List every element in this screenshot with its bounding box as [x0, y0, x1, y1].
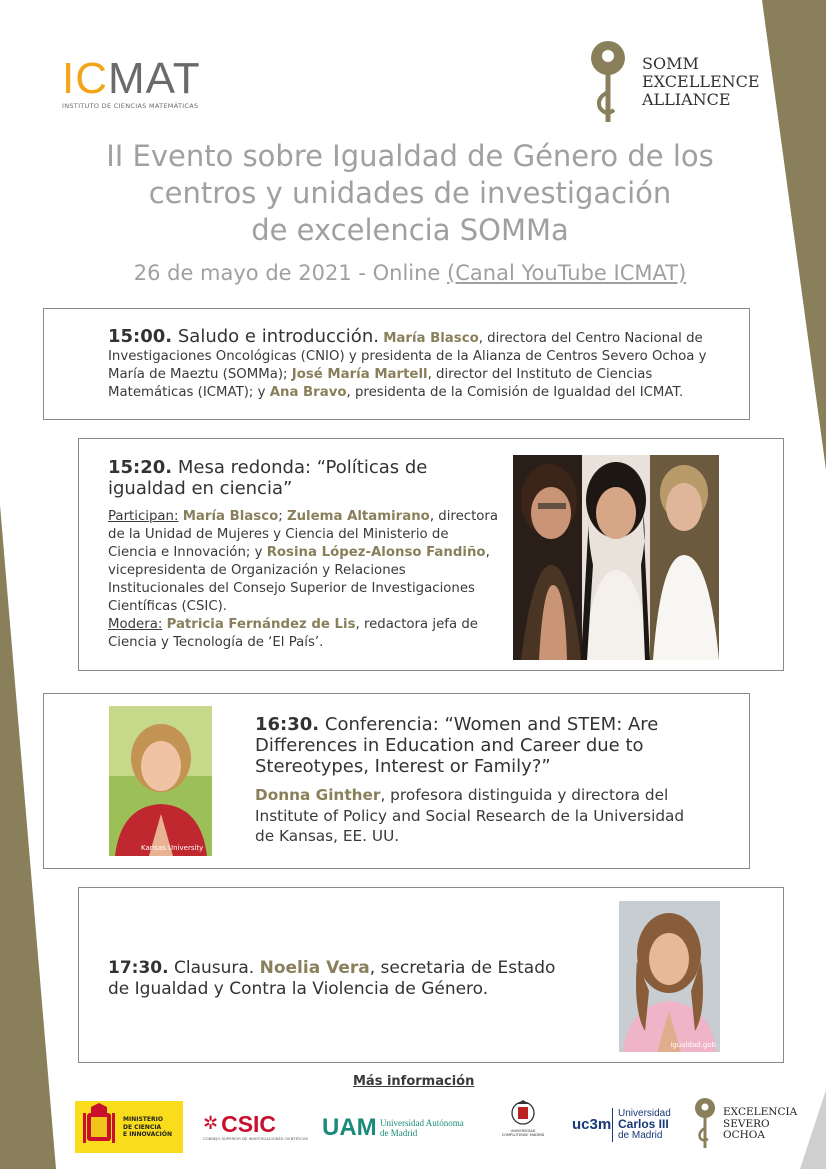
- csic-subtitle: CONSEJO SUPERIOR DE INVESTIGACIONES CIENTÍFICAS: [203, 1136, 308, 1141]
- youtube-channel-link[interactable]: (Canal YouTube ICMAT): [447, 261, 687, 285]
- session-1-line-2: Investigaciones Oncológicas (CNIO) y presidenta de la Alianza de Centros Severo Ochoa y: [108, 349, 707, 364]
- noelia-vera-portrait: [619, 901, 720, 1052]
- session-3-title-1: Conferencia: “Women and STEM: Are: [324, 714, 659, 735]
- ministerio-logo[interactable]: [75, 1101, 183, 1153]
- event-date: [60, 260, 760, 286]
- panelist-2: Zulema Altamirano: [286, 509, 430, 524]
- icmat-logo-c: C: [75, 54, 109, 103]
- uam-line1: Universidad Autónoma: [380, 1118, 464, 1128]
- session-3-title-2: Differences in Education and Career due to: [255, 735, 644, 756]
- somm-logo-line3: ALLIANCE: [642, 90, 731, 109]
- session-1-speaker-3: Ana Bravo: [269, 385, 347, 400]
- session-4-speaker: Noelia Vera: [259, 958, 370, 978]
- session-4-title: Clausura.: [173, 958, 255, 978]
- session-3-time: 16:30.: [255, 714, 320, 735]
- ucm-logo[interactable]: [497, 1099, 549, 1143]
- session-2-title-1: Mesa redonda: “Políticas de: [177, 457, 428, 478]
- uam-wordmark: UAM: [322, 1114, 377, 1141]
- session-2-line-8: Ciencia y Tecnología de ‘El País’.: [108, 635, 324, 650]
- uam-logo[interactable]: [322, 1112, 482, 1142]
- session-4-line-2: de Igualdad y Contra la Violencia de Género.: [108, 979, 489, 999]
- title-line-3: de excelencia SOMMa: [251, 213, 569, 247]
- session-1-line-4: Matemáticas (ICMAT); y: [108, 385, 266, 400]
- csic-wordmark: CSIC: [221, 1111, 277, 1137]
- right-gray-wedge: [800, 1090, 826, 1169]
- event-title: [60, 138, 760, 249]
- severo-ochoa-emblem-icon: [692, 1096, 720, 1150]
- panelist-3: Rosina López-Alonso Fandiño: [266, 545, 486, 560]
- session-2-time: 15:20.: [108, 457, 173, 478]
- uam-line2: de Madrid: [380, 1128, 418, 1138]
- moderator-label: Modera:: [108, 617, 163, 632]
- uc3m-line3: de Madrid: [618, 1130, 663, 1141]
- panelists-photo: [513, 455, 719, 660]
- session-1-line-3: María de Maeztu (SOMMa);: [108, 367, 288, 382]
- severo-ochoa-line3: OCHOA: [723, 1129, 765, 1141]
- session-3-title-3: Stereotypes, Interest or Family?”: [255, 756, 551, 777]
- somm-emblem-icon: [586, 36, 634, 128]
- severo-ochoa-line2: SEVERO: [723, 1117, 770, 1130]
- uc3m-line1: Universidad: [618, 1108, 671, 1119]
- date-text: 26 de mayo de 2021 - Online: [133, 261, 441, 285]
- session-2-line-1-post: , directora: [429, 509, 499, 524]
- ministerio-line1: MINISTERIO: [123, 1116, 163, 1123]
- ucm-crest-icon: [511, 1099, 535, 1129]
- more-info-link[interactable]: Más información: [353, 1074, 475, 1089]
- somm-logo[interactable]: [586, 36, 776, 126]
- session-3-line-1-post: , profesora distinguida y directora del: [380, 786, 669, 804]
- session-3-card: [43, 693, 750, 869]
- somm-logo-line2: EXCELLENCE: [642, 72, 760, 91]
- noelia-vera-photo-credit: igualdad.gob: [670, 1041, 716, 1049]
- session-2-title-2: igualdad en ciencia”: [108, 478, 293, 499]
- session-4-time: 17:30.: [108, 958, 169, 978]
- session-2-line-5: Institucionales del Consejo Superior de Investigaciones: [108, 581, 475, 596]
- panelist-1: María Blasco: [182, 509, 279, 524]
- session-4-card: [78, 887, 784, 1063]
- session-1-card: [43, 308, 750, 420]
- session-2-line-3-post: ,: [485, 545, 490, 560]
- icmat-logo-i: I: [62, 54, 76, 103]
- session-1-time: 15:00.: [108, 326, 173, 347]
- participants-label: Participan:: [108, 509, 179, 524]
- session-1-line-4-post: , presidenta de la Comisión de Igualdad del ICMAT.: [346, 385, 684, 400]
- ministerio-line2: DE CIENCIA: [123, 1123, 162, 1131]
- session-2-line-4: vicepresidenta de Organización y Relaciones: [108, 563, 406, 578]
- session-4-line-1-post: , secretaria de Estado: [369, 958, 556, 978]
- ministerio-line3: E INNOVACIÓN: [123, 1131, 173, 1138]
- donna-ginther-photo: [109, 706, 212, 856]
- session-3-line-2: Institute of Policy and Social Research de la Universidad: [255, 806, 685, 825]
- icmat-logo-mat: MAT: [108, 54, 201, 103]
- icmat-logo[interactable]: [62, 56, 212, 116]
- session-2-line-6: Científicas (CSIC).: [108, 599, 228, 614]
- uc3m-wordmark: uc3m: [572, 1116, 612, 1133]
- session-2-line-3: Ciencia e Innovación; y: [108, 545, 263, 560]
- moderator-name: Patricia Fernández de Lis: [166, 617, 356, 632]
- session-2-line-7-post: , redactora jefa de: [355, 617, 478, 632]
- severo-ochoa-logo[interactable]: [692, 1096, 802, 1152]
- spain-coat-of-arms-icon: [79, 1103, 119, 1151]
- uc3m-line2: Carlos III: [618, 1117, 669, 1131]
- donna-ginther-portrait: [109, 706, 212, 856]
- somm-logo-line1: SOMM: [642, 54, 699, 73]
- session-1-line-3-post: , director del Instituto de Ciencias: [427, 367, 653, 382]
- session-1-title: Saludo e introducción.: [177, 326, 379, 347]
- title-line-2: centros y unidades de investigación: [148, 176, 672, 210]
- noelia-vera-photo: [619, 901, 720, 1052]
- csic-logo[interactable]: [203, 1111, 308, 1146]
- session-1-speaker-1: María Blasco: [383, 331, 479, 346]
- session-3-line-3: de Kansas, EE. UU.: [255, 827, 400, 845]
- icmat-logo-subtitle: INSTITUTO DE CIENCIAS MATEMÁTICAS: [62, 102, 199, 110]
- session-1-text: , directora del Centro Nacional de: [478, 331, 703, 346]
- severo-ochoa-line1: EXCELENCIA: [723, 1106, 798, 1118]
- session-3-speaker: Donna Ginther: [255, 786, 381, 804]
- ucm-name: UNIVERSIDAD COMPLUTENSE MADRID: [501, 1129, 545, 1137]
- session-1-speaker-2: José María Martell: [291, 367, 428, 382]
- panelists-portraits: [513, 455, 719, 660]
- session-2-card: [78, 438, 784, 671]
- uc3m-logo[interactable]: [572, 1108, 682, 1144]
- session-2-line-2: de la Unidad de Mujeres y Ciencia del Ministerio de: [108, 527, 449, 542]
- separator: ;: [278, 509, 283, 524]
- donna-ginther-photo-credit: Kansas University: [141, 844, 204, 852]
- csic-emblem-icon: ✲: [203, 1113, 219, 1134]
- title-line-1: II Evento sobre Igualdad de Género de los: [106, 139, 714, 173]
